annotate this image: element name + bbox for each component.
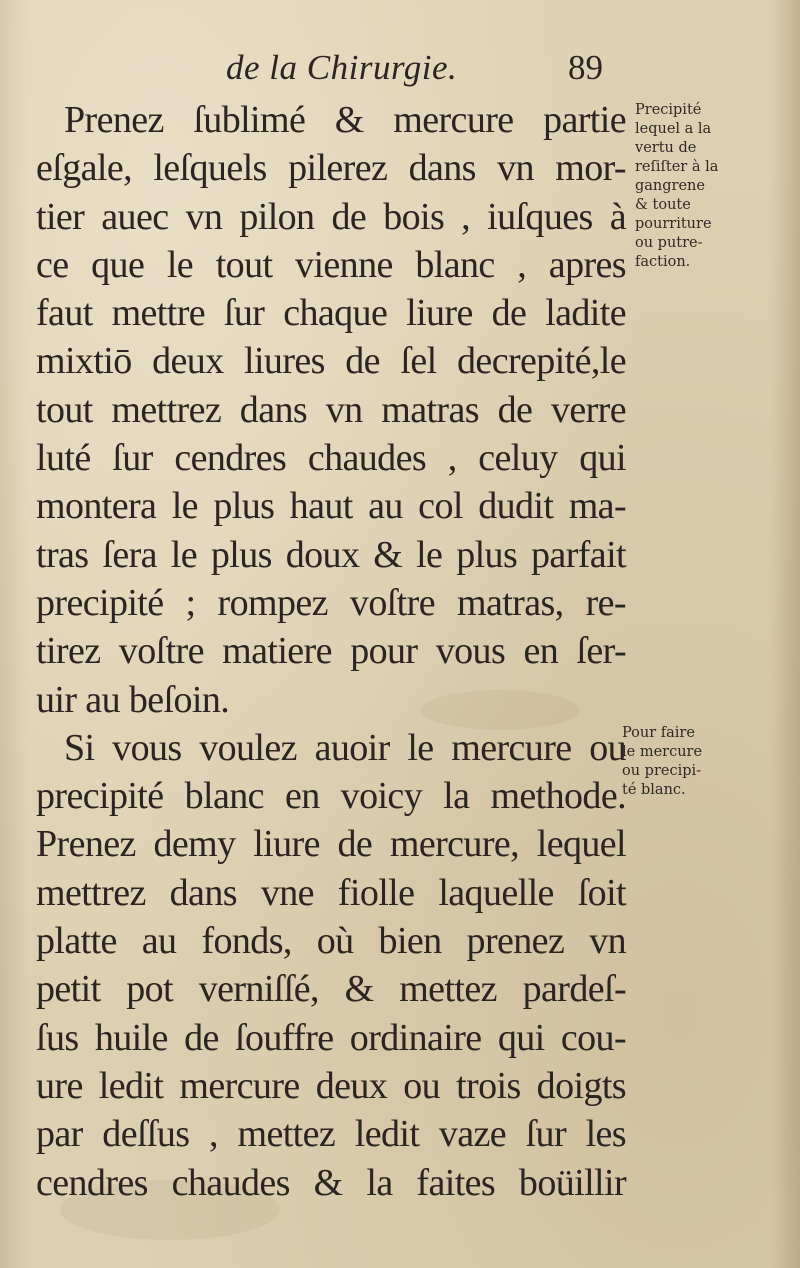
- margin-note-line: reſiſter à la: [635, 159, 719, 175]
- margin-note-line: ou putre-: [635, 235, 703, 251]
- margin-note-pour-faire: [622, 724, 702, 800]
- text-line: Prenez demy liure de mercure, lequel: [36, 823, 626, 866]
- margin-note-line: pourriture: [635, 216, 712, 232]
- running-head: [0, 48, 800, 98]
- text-line: faut mettre ſur chaque liure de ladite: [36, 292, 626, 335]
- margin-note-line: té blanc.: [622, 782, 686, 798]
- text-line: par deſſus , mettez ledit vaze ſur les: [36, 1113, 626, 1156]
- margin-note-line: faction.: [635, 254, 691, 270]
- text-line: precipité ; rompez voſtre matras, re-: [36, 581, 626, 624]
- text-line: ce que le tout vienne blanc , apres: [36, 243, 626, 286]
- running-title: de la Chirurgie.: [226, 48, 458, 87]
- margin-note-line: le mercure: [622, 744, 703, 760]
- text-line: tirez voſtre matiere pour vous en ſer-: [36, 630, 626, 673]
- text-line: tout mettrez dans vn matras de verre: [36, 388, 626, 431]
- page-number: 89: [568, 48, 603, 87]
- margin-note-line: lequel a la: [635, 121, 712, 137]
- margin-note-line: Precipité: [635, 102, 702, 118]
- text-line: tras ſera le plus doux & le plus parfait: [36, 533, 626, 576]
- margin-note-line: vertu de: [635, 140, 697, 156]
- text-line: petit pot verniſſé, & mettez pardeſ-: [36, 968, 626, 1011]
- text-line: eſgale, leſquels pilerez dans vn mor-: [36, 147, 626, 190]
- text-line: mixtiō deux liures de ſel decrepité,le: [36, 340, 626, 383]
- margin-note-precipite: [635, 101, 718, 272]
- text-line: montera le plus haut au col dudit ma-: [36, 485, 626, 528]
- text-line: ure ledit mercure deux ou trois doigts: [36, 1064, 626, 1107]
- text-line: uir au beſoin.: [36, 678, 230, 721]
- text-line: Si vous voulez auoir le mercure ou: [64, 726, 626, 769]
- text-line: platte au fonds, où bien prenez vn: [36, 920, 626, 963]
- text-line: Prenez ſublimé & mercure partie: [64, 99, 626, 141]
- text-line: mettrez dans vne fiolle laquelle ſoit: [36, 871, 626, 914]
- text-line: luté ſur cendres chaudes , celuy qui: [36, 437, 626, 480]
- margin-note-line: gangrene: [635, 178, 705, 194]
- text-line: cendres chaudes & la faites boüillir: [36, 1161, 626, 1204]
- margin-note-line: ou precipi-: [622, 763, 702, 779]
- body-text: [36, 96, 626, 1207]
- text-line: precipité blanc en voicy la methode.: [36, 775, 626, 818]
- text-line: ſus huile de ſouffre ordinaire qui cou-: [36, 1016, 626, 1059]
- margin-note-line: & toute: [635, 197, 691, 213]
- margin-note-line: Pour faire: [622, 725, 695, 741]
- text-line: tier auec vn pilon de bois , iuſques à: [36, 195, 626, 238]
